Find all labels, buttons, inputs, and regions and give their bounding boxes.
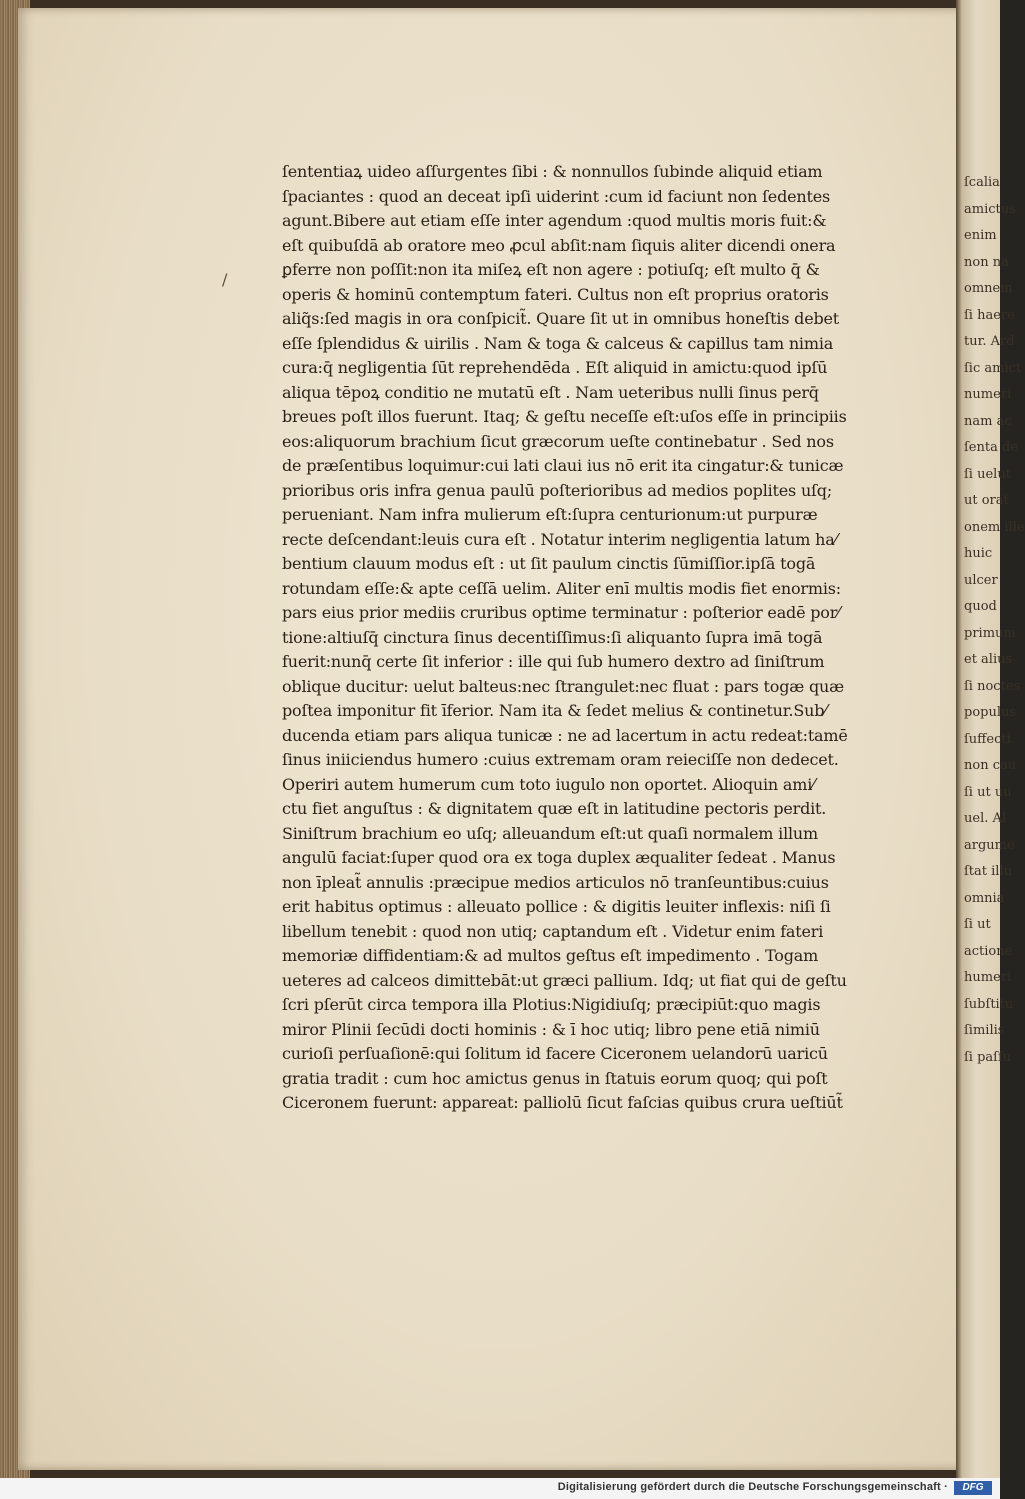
facing-page-fragment: ſimilis — [964, 1023, 1005, 1038]
facing-page — [956, 0, 1025, 1478]
text-line: memoriæ diffidentiam:& ad multos geſtus eſt impedimento . Togam — [282, 946, 819, 965]
facing-page-fragment: enim — [964, 228, 997, 243]
text-line: miror Plinii ſecūdi docti hominis : & ī hoc utiq; libro pene etiā nimiū — [282, 1019, 820, 1039]
facing-page-fragment: ulcer — [964, 572, 998, 588]
facing-page-fragment: ſcalia — [964, 175, 1000, 190]
facing-page-fragment: non cau — [964, 758, 1017, 773]
facing-page-fragment: tur. Ard — [964, 334, 1015, 349]
text-line: eſt quibuſdā ab oratore meo ꝓcul abſit:nam ſiquis aliter dicendi onera — [282, 235, 836, 255]
text-line: aliq̃s:ſed magis in ora conſpicit̃. Quare ſit ut in omnibus honeſtis debet — [282, 309, 840, 328]
facing-page-fragment: numeri — [964, 387, 1012, 402]
text-line: Siniſtrum brachium eo uſq; alleuandum eſt:ut quaſi normalem illum — [282, 823, 818, 843]
text-line: gratia tradit : cum hoc amictus genus in ſtatuis eorum quoq; qui poſt — [282, 1068, 828, 1088]
text-line: agunt.Bibere aut etiam eſſe inter agendum :quod multis moris fuit:& — [282, 211, 827, 230]
text-block — [282, 160, 872, 1116]
facing-page-fragment: nam ac — [964, 413, 1012, 429]
facing-page-fragment: humeri — [964, 970, 1012, 985]
facing-page-fragment: ſtat illu — [964, 864, 1012, 879]
facing-page-fragment: ſi uelut — [964, 466, 1011, 482]
text-line: oblique ducitur: uelut balteus:nec ſtrangulet:nec fluat : pars togæ quæ — [282, 676, 844, 696]
text-line: non īpleat̃ annulis :præcipue medios articulos nō tranſeuntibus:cuius — [282, 872, 829, 892]
text-line: prioribus oris infra genua paulū poſterioribus ad medios poplites uſq; — [282, 480, 833, 500]
facing-page-fragment: ſubſtitu — [964, 996, 1014, 1012]
facing-page-fragment: quod — [964, 599, 997, 614]
facing-page-fragment: actione — [964, 943, 1013, 959]
text-line: libellum tenebit : quod non utiq; captandum eſt . Videtur enim fateri — [282, 921, 824, 941]
text-line: ueteres ad calceos dimittebāt:ut græci pallium. Idq; ut fiat qui de geſtu — [282, 970, 847, 990]
text-line: operis & hominū contemptum fateri. Cultus non eſt proprius oratoris — [282, 284, 829, 304]
facing-page-fragment: ſenta de — [964, 440, 1018, 455]
text-line: ſententiaꝝ uideo aſſurgentes ſibi : & nonnullos ſubinde aliquid etiam — [282, 162, 823, 181]
text-line: tione:altiuſq̄ cinctura ſinus decentiſſimus:ſi aliquanto ſupra imā togā — [282, 627, 823, 647]
facing-page-fragment: onem ille — [964, 519, 1025, 535]
facing-page-fragment: ſi ut uu — [964, 784, 1012, 800]
facing-page-fragment: argume — [964, 837, 1015, 853]
facing-page-fragment: omnem — [964, 281, 1013, 296]
text-line: breues poſt illos fuerunt. Itaq; & geſtu neceſſe eſt:uſos eſſe in principiis — [282, 407, 847, 426]
facing-page-fragment: huic — [964, 546, 993, 561]
facing-page-fragment: ſi noctes — [964, 678, 1021, 694]
text-line: curioſi perſuaſionē:qui ſolitum id facere Ciceronem uelandorū uaricū — [282, 1044, 828, 1063]
facing-page-fragment: ſi haere — [964, 307, 1015, 323]
text-line: angulū faciat:ſuper quod ora ex toga duplex æqualiter ſedeat . Manus — [282, 848, 836, 867]
text-line: ſinus iniiciendus humero :cuius extremam oram reieciſſe non dedecet. — [282, 750, 839, 769]
text-line: ducenda etiam pars aliqua tunicæ : ne ad lacertum in actu redeat:tamē — [282, 725, 848, 745]
facing-page-fragment: ſuffecti — [964, 731, 1011, 747]
text-line: Operiri autem humerum cum toto iugulo non oportet. Alioquin ami⁄ — [282, 774, 815, 794]
facing-page-fragment: ſic amict — [964, 360, 1022, 376]
text-line: de præſentibus loquimur:cui lati claui ius nō erit ita cingatur:& tunicæ — [282, 456, 844, 475]
text-line: eos:aliquorum brachium ſicut græcorum ueſte continebatur . Sed nos — [282, 431, 834, 451]
footer-credit: Digitalisierung gefördert durch die Deutsche Forschungsgemeinschaft · — [557, 1481, 948, 1493]
text-line: pars eius prior mediis cruribus optime terminatur : poſterior eadē por⁄ — [282, 603, 840, 622]
text-line: rotundam eſſe:& apte ceſſā uelim. Aliter enī multis modis fiet enormis: — [282, 578, 841, 598]
text-line: recte deſcendant:leuis cura eſt . Notatur interim negligentia latum ha⁄ — [282, 529, 838, 549]
text-line: ſcri pſerūt circa tempora illa Plotius:Nigidiuſq; præcipiūt:quo magis — [282, 995, 821, 1014]
facing-page-fragment: ut orat — [964, 493, 1009, 508]
text-line: ſpaciantes : quod an deceat ipſi uiderint :cum id faciunt non ſedentes — [282, 186, 831, 206]
text-line: aliqua tēpoꝝ conditio ne mutatū eſt . Nam ueteribus nulli ſinus perq̄ — [282, 382, 819, 402]
facing-page-fragment: ſi ut — [964, 917, 991, 932]
text-line: poſtea imponitur fit īferior. Nam ita & ſedet melius & continetur.Sub⁄ — [282, 701, 827, 720]
text-line: eſſe ſplendidus & uirilis . Nam & toga & calceus & capillus tam nimia — [282, 333, 834, 353]
facing-page-fragment: primum — [964, 625, 1016, 641]
text-line: ꝑferre non poſſit:non ita miſeꝝ eſt non agere : potiuſq; eſt multo q̄ & — [282, 260, 820, 279]
text-line: Ciceronem fuerunt: appareat: palliolū ſicut faſcias quibus crura ueſtiūt̃ — [282, 1093, 843, 1112]
margin-mark: / — [222, 270, 228, 289]
facing-page-fragment: amictus — [964, 201, 1016, 217]
dfg-logo: DFG — [954, 1481, 992, 1495]
facing-page-fragment: uel. Al — [964, 811, 1007, 826]
text-line: bentium clauum modus eſt : ut ſit paulum cinctis ſūmiſſior.ipſā togā — [282, 554, 816, 573]
facing-page-fragment: omnia — [964, 890, 1005, 906]
footer-bar — [0, 1478, 1000, 1499]
text-line: fuerit:nunq̄ certe ſit inferior : ille qui ſub humero dextro ad ſiniſtrum — [282, 652, 825, 671]
text-line: perueniant. Nam infra mulierum eſt:ſupra centurionum:ut purpuræ — [282, 505, 818, 524]
facing-page-fragment: non na — [964, 254, 1009, 270]
text-line: ctu fiet anguſtus : & dignitatem quæ eſt in latitudine pectoris perdit. — [282, 799, 827, 818]
text-line: erit habitus optimus : alleuato pollice : & digitis leuiter inflexis: niſi ſi — [282, 897, 831, 916]
facing-page-fragment: ſi paſſu — [964, 1049, 1012, 1065]
facing-page-fragment: et alius — [964, 652, 1013, 667]
facing-page-fragment: populus — [964, 705, 1017, 720]
text-line: cura:q̄ negligentia ſūt reprehendēda . Eſt aliquid in amictu:quod ipſū — [282, 358, 828, 377]
